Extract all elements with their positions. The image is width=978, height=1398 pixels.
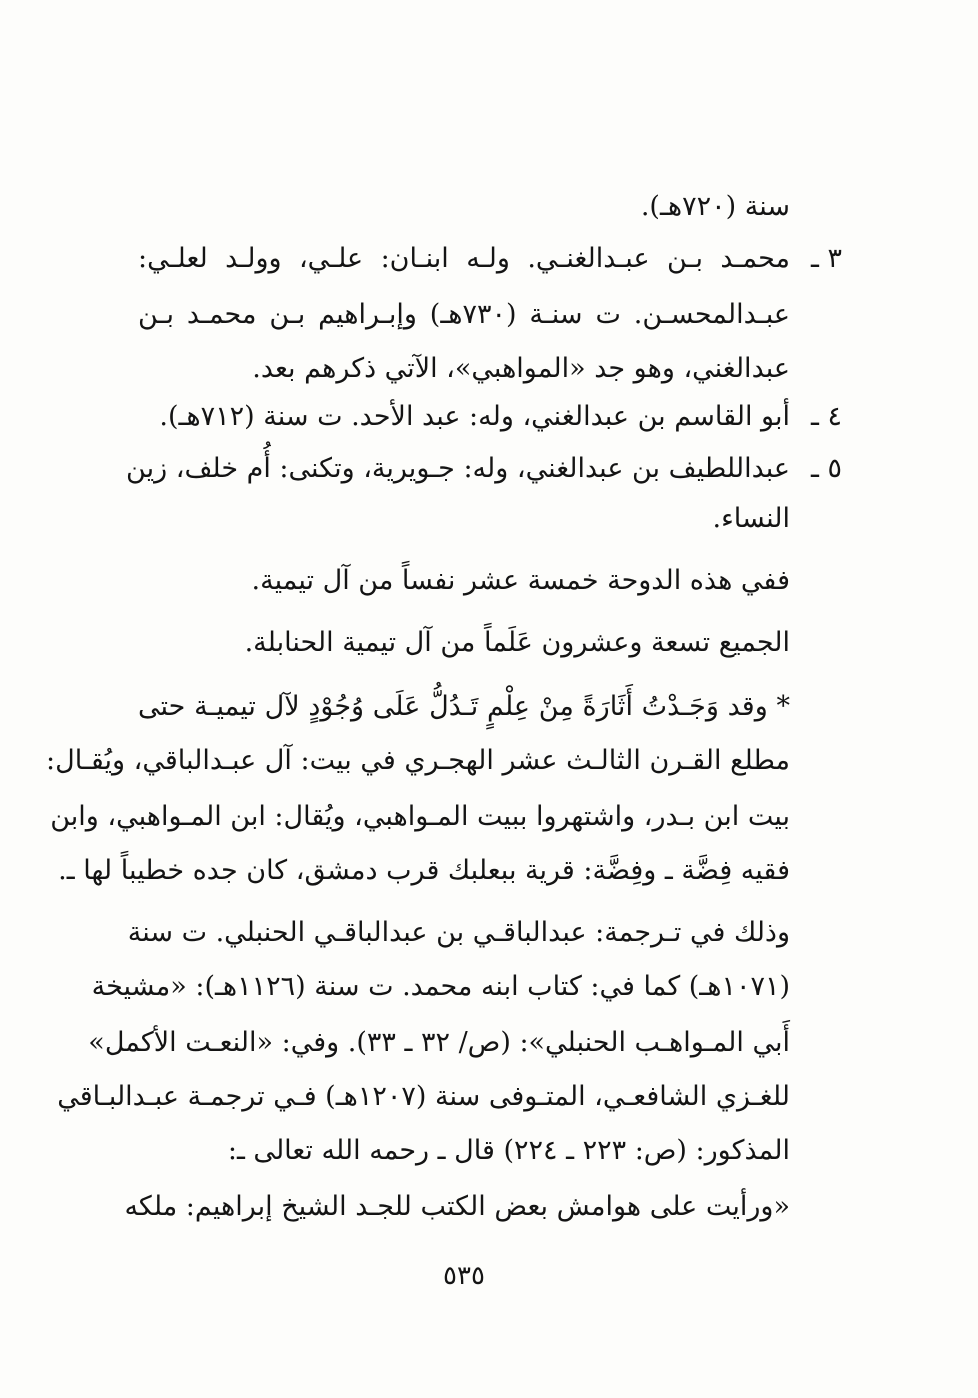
text-line: مطلع القـرن الثالـث عشر الهجـري في بيت: آل عبـدالباقي، ويُقـال: [45, 745, 790, 776]
text-line: محمـد بـن عبـدالغنـي. ولـه ابنـان: علـي، وولـد لعلـي: [138, 243, 790, 274]
text-line: ففي هذه الدوحة خمسة عشر نفساً من آل تيمية. [251, 565, 790, 596]
text-line: عبداللطيف بن عبدالغني، وله: جـويرية، وتكنى: أُم خلف، زين [126, 453, 790, 484]
page-number: ٥٣٥ [443, 1261, 485, 1291]
text-line: «ورأيت على هوامش بعض الكتب للجـد الشيخ إبراهيم: ملكه [124, 1191, 790, 1222]
text-line: أبو القاسم بن عبدالغني، وله: عبد الأحد. ت سنة (٧١٢هـ). [159, 401, 790, 432]
text-line: (١٠٧١هـ) كما في: كتاب ابنه محمد. ت سنة (١١٢٦هـ): «مشيخة [91, 971, 790, 1002]
text-line: سنة (٧٢٠هـ). [640, 191, 790, 222]
text-line: * وقد وَجَـدْتُ أَثَارَةً مِنْ عِلْمٍ تَـدُلُّ عَلَى وُجُوْدٍ لآل تيميـة حتى [138, 691, 790, 722]
text-line: النساء. [712, 503, 790, 534]
text-line: عبـدالمحسـن. ت سنـة (٧٣٠هـ) وإبـراهيم بـن محمـد بـن [138, 299, 790, 330]
text-line: الجميع تسعة وعشرون عَلَماً من آل تيمية الحنابلة. [244, 627, 790, 658]
list-number: ٤ ـ [810, 401, 842, 432]
text-line: وذلك في تـرجمة: عبدالباقـي بن عبدالباقـي الحنبلي. ت سنة [127, 917, 790, 948]
list-number: ٥ ـ [810, 453, 842, 484]
text-line: المذكور: (ص: ٢٢٣ ـ ٢٢٤) قال ـ رحمه الله تعالى ـ: [227, 1135, 790, 1166]
text-line: بيت ابن بـدر، واشتهروا ببيت المـواهبي، ويُقال: ابن المـواهبي، وابن [50, 801, 790, 832]
page-body [45, 0, 842, 1398]
text-line: فقيه فِضَّة ـ وفِضَّة: قرية ببعلبك قرب دمشق، كان جده خطيباً لها ـ. [58, 855, 790, 886]
text-line: أَبي المـواهـب الحنبلي»: (ص/ ٣٢ ـ ٣٣). وفي: «النعـت الأكمل» [88, 1027, 790, 1058]
text-line: عبدالغني، وهو جد «المواهبي»، الآتي ذكرهم بعد. [252, 353, 790, 384]
list-number: ٣ ـ [810, 243, 842, 274]
text-line: للغـزي الشافعـي، المتـوفى سنة (١٢٠٧هـ) فـي ترجمـة عبـدالبـاقي [57, 1081, 790, 1112]
